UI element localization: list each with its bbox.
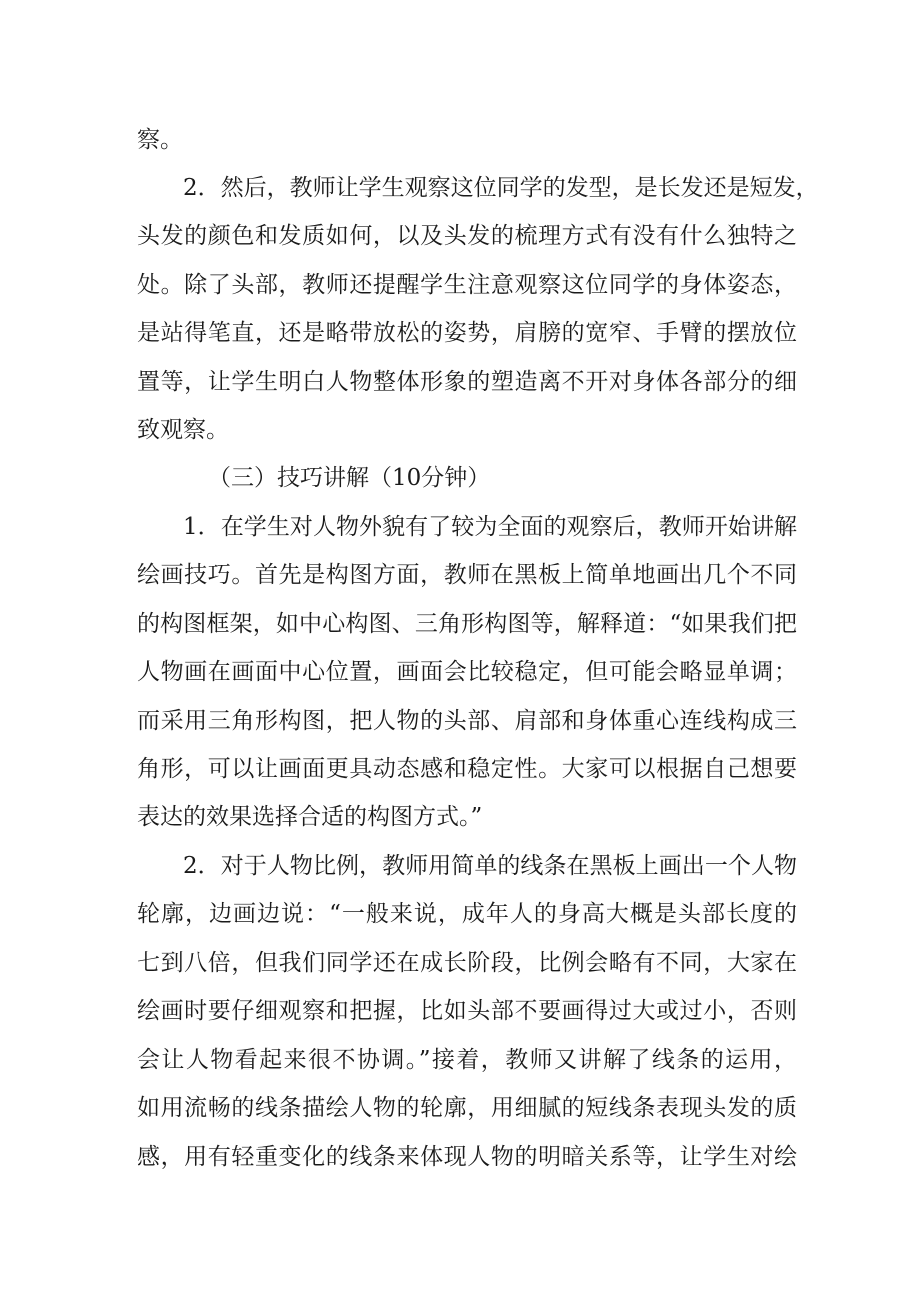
paragraph-line: 察。 xyxy=(137,127,183,153)
paragraph-line: 2．对于人物比例，教师用简单的线条在黑板上画出一个人物 xyxy=(183,853,797,879)
paragraph-line: 而采用三角形构图，把人物的头部、肩部和身体重心连线构成三 xyxy=(137,708,797,734)
paragraph-line: 致观察。 xyxy=(137,417,229,443)
paragraph-line: 人物画在画面中心位置，画面会比较稳定，但可能会略显单调； xyxy=(137,659,797,685)
paragraph-line: 1．在学生对人物外貌有了较为全面的观察后，教师开始讲解 xyxy=(183,514,797,540)
paragraph-line: 感，用有轻重变化的线条来体现人物的明暗关系等，让学生对绘 xyxy=(137,1144,797,1170)
paragraph-line: 表达的效果选择合适的构图方式。” xyxy=(137,804,483,830)
paragraph-line: 会让人物看起来很不协调。”接着，教师又讲解了线条的运用， xyxy=(137,1047,797,1073)
paragraph-line: 如用流畅的线条描绘人物的轮廓，用细腻的短线条表现头发的质 xyxy=(137,1095,797,1121)
paragraph-line: 是站得笔直，还是略带放松的姿势，肩膀的宽窄、手臂的摆放位 xyxy=(137,320,797,346)
paragraph-line: 绘画时要仔细观察和把握，比如头部不要画得过大或过小，否则 xyxy=(137,998,797,1024)
paragraph-line: 处。除了头部，教师还提醒学生注意观察这位同学的身体姿态， xyxy=(137,272,797,298)
paragraph-line: 置等，让学生明白人物整体形象的塑造离不开对身体各部分的细 xyxy=(137,369,797,395)
paragraph-line: 2．然后，教师让学生观察这位同学的发型，是长发还是短发， xyxy=(183,175,819,201)
paragraph-line: 头发的颜色和发质如何，以及头发的梳理方式有没有什么独特之 xyxy=(137,223,797,249)
paragraph-line: 绘画技巧。首先是构图方面，教师在黑板上简单地画出几个不同 xyxy=(137,562,797,588)
paragraph-line: 轮廓，边画边说：“一般来说，成年人的身高大概是头部长度的 xyxy=(137,901,797,927)
paragraph-line: 七到八倍，但我们同学还在成长阶段，比例会略有不同，大家在 xyxy=(137,950,797,976)
paragraph-line: 的构图框架，如中心构图、三角形构图等，解释道：“如果我们把 xyxy=(137,611,797,637)
paragraph-line: 角形，可以让画面更具动态感和稳定性。大家可以根据自己想要 xyxy=(137,756,797,782)
section-heading: （三）技巧讲解（10分钟） xyxy=(208,465,491,491)
